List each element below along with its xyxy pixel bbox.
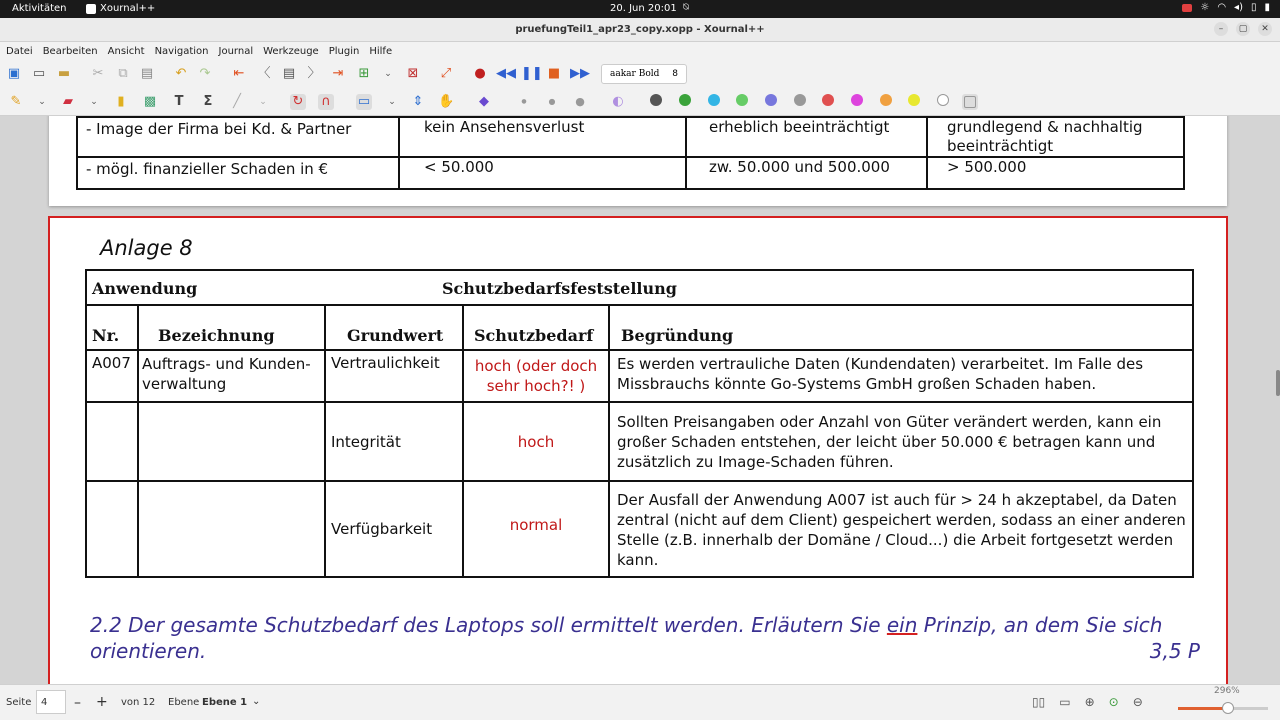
menu-werkzeuge[interactable]: Werkzeuge [263,45,319,57]
window-title: pruefungTeil1_apr23_copy.xopp - Xournal++ [515,24,765,35]
main-toolbar [0,60,1280,88]
page-4 [48,216,1228,684]
col-header-grundwert: Grundwert [325,305,463,350]
shape-dropdown-icon[interactable]: ⌄ [259,97,267,107]
zoom-reset-icon[interactable]: ⊙ [1108,695,1119,709]
color-light-green[interactable] [734,94,750,110]
font-size: 8 [672,69,678,79]
custom-color-icon[interactable]: ◐ [612,94,624,109]
eraser-dropdown-icon[interactable]: ⌄ [90,97,98,107]
document-area[interactable] [0,116,1280,684]
wifi-icon: ◠ [1217,2,1227,13]
activities-button[interactable]: Aktivitäten [12,3,67,14]
page-heading: Anlage 8 [100,236,193,260]
question-points: 3,5 P [1149,639,1200,663]
insert-page-icon[interactable]: ⊞ [358,66,370,81]
cell-nr [86,402,138,481]
color-green[interactable] [677,94,693,110]
zoom-level: 296% [1214,686,1240,696]
close-button[interactable]: ✕ [1258,22,1272,36]
tools-toolbar [0,88,1280,116]
undo-icon[interactable]: ↶ [175,66,187,81]
table-header-row [86,270,1193,305]
select-dropdown-icon[interactable]: ⌄ [388,97,396,107]
page-decrement-button[interactable]: – [74,695,81,711]
record-icon[interactable]: ● [474,66,486,81]
color-dark-gray[interactable] [648,94,664,110]
cell-schutzbedarf-handwritten: normal [463,481,609,577]
page-increment-button[interactable]: + [96,694,108,710]
header-anwendung: Anwendung [92,279,198,298]
save-icon[interactable]: ▣ [7,66,21,81]
table-row [77,157,1184,189]
pen-dropdown-icon[interactable]: ⌄ [38,97,46,107]
col-header-nr: Nr. [86,305,138,350]
layer-label: Ebene [168,697,200,708]
page-number-input[interactable]: 4 [36,690,66,714]
cell-schutzbedarf-handwritten: hoch [463,402,609,481]
redo-icon[interactable]: ↷ [199,66,211,81]
table-cell: - mögl. finanzieller Schaden in € [77,157,399,189]
latex-icon[interactable]: Σ [203,94,213,109]
menu-datei[interactable]: Datei [6,45,33,57]
select-rectangle-icon[interactable]: ▭ [357,94,371,109]
app-menu[interactable] [86,3,155,14]
app-name: Xournal++ [100,3,156,14]
open-folder-icon[interactable]: ▬ [57,66,71,81]
vertical-space-icon[interactable]: ⇕ [412,94,424,109]
fullscreen-icon[interactable]: ⤢ [440,66,452,81]
presentation-mode-icon[interactable]: ▭ [1059,695,1071,709]
hand-tool-icon[interactable]: ✋ [438,94,455,109]
menu-journal[interactable]: Journal [218,45,254,57]
table-cell: < 50.000 [399,157,686,189]
cell-begruendung: Der Ausfall der Anwendung A007 ist auch für > 24 h akzeptabel, da Daten zentral (nicht auf dem Client) gespeichert werden, sodass an einer anderen Stelle (z.B. innerhalb der Domäne / Cloud...) die Arbeit fortgesetzt werden kann. [609,481,1193,577]
status-bar [0,684,1280,720]
assessment-table [76,116,1185,190]
zoom-slider[interactable] [1178,707,1268,710]
highlighter-icon[interactable]: ▮ [117,94,125,109]
cell-grundwert: Vertraulichkeit [325,350,463,402]
color-transparent[interactable] [962,94,978,110]
font-name: aakar Bold [610,69,660,79]
header-schutzbedarfsfeststellung: Schutzbedarfsfeststellung [442,279,677,298]
question-underlined-word: ein [886,613,918,637]
layer-dropdown-icon[interactable]: ⌄ [252,696,261,707]
next-page-icon[interactable]: 〉 [307,66,321,81]
cell-grundwert: Verfügbarkeit [325,481,463,577]
color-magenta[interactable] [849,94,865,110]
col-header-begruendung: Begründung [609,305,1193,350]
battery-icon: ▮ [1264,2,1270,13]
thin-size-icon[interactable]: ● [521,98,527,105]
delete-page-icon[interactable]: ⊠ [407,66,419,81]
table-cell: - Image der Firma bei Kd. & Partner [77,117,399,157]
rotation-snap-icon[interactable]: ↻ [290,94,306,110]
table-column-header-row [86,305,1193,350]
system-tray[interactable] [1182,2,1270,13]
goto-page-icon[interactable]: ▤ [282,66,296,81]
image-icon[interactable]: ▩ [143,94,157,109]
screen-recording-icon [1182,4,1192,12]
schutzbedarf-table [85,269,1194,578]
color-blue[interactable] [763,94,779,110]
zoom-slider-fill [1178,707,1228,710]
fill-icon[interactable]: ◆ [479,94,489,109]
system-top-bar [0,0,1280,18]
insert-page-dropdown-icon[interactable]: ⌄ [384,69,392,79]
menu-hilfe[interactable]: Hilfe [369,45,393,57]
clock[interactable]: 20. Jun 20:01 [610,3,677,14]
table-cell: kein Ansehensverlust [399,117,686,157]
menu-bar [0,42,1280,60]
cell-begruendung: Sollten Preisangaben oder Anzahl von Güter verändert werden, kann ein großer Schaden entstehen, der leicht über 50.000 € betragen kann und zusätzlich zu Image-Schaden führen. [609,402,1193,481]
cut-icon[interactable]: ✂ [92,66,104,81]
new-document-icon[interactable]: ▭ [32,66,46,81]
menu-navigation[interactable]: Navigation [154,45,209,57]
eraser-icon[interactable]: ▰ [63,94,73,109]
cell-bezeichnung [138,402,325,481]
menu-plugin[interactable]: Plugin [328,45,360,57]
vertical-scrollbar[interactable] [1276,370,1280,396]
color-red[interactable] [820,94,836,110]
line-tool-icon[interactable]: ╱ [233,94,241,109]
color-gray[interactable] [792,94,808,110]
color-orange[interactable] [878,94,894,110]
table-row [77,117,1184,157]
cell-bezeichnung: Auftrags- und Kunden-verwaltung [138,350,325,402]
cell-grundwert: Integrität [325,402,463,481]
pause-icon[interactable]: ❚❚ [521,66,543,81]
medium-size-icon[interactable]: ● [548,97,556,106]
notifications-muted-icon: ⍉ [683,2,689,13]
col-header-schutzbedarf: Schutzbedarf [463,305,609,350]
volume-icon: ◂) [1234,2,1243,13]
menu-bearbeiten[interactable]: Bearbeiten [42,45,98,57]
table-cell: zw. 50.000 und 500.000 [686,157,927,189]
page-label: Seite [6,697,32,708]
table-cell: > 500.000 [927,157,1184,189]
text-tool-icon[interactable]: T [174,94,184,109]
cell-nr: A007 [86,350,138,402]
table-row [86,481,1193,577]
stop-icon[interactable]: ■ [547,66,561,81]
minimize-button[interactable]: – [1214,22,1228,36]
window-titlebar[interactable] [0,18,1280,42]
question-2-2 [90,612,1200,664]
color-white[interactable] [935,94,951,110]
color-light-blue[interactable] [706,94,722,110]
page-3 [49,116,1227,206]
color-yellow[interactable] [906,94,922,110]
paste-icon[interactable]: ▤ [140,66,154,81]
table-row [86,402,1193,481]
xournal-app-icon [86,4,96,14]
first-page-icon[interactable]: ⇤ [233,66,245,81]
cell-nr [86,481,138,577]
table-cell: grundlegend & nachhaltig beeinträchtigt [927,117,1184,157]
pen-icon[interactable]: ✎ [10,94,22,109]
fast-forward-icon[interactable]: ▶▶ [570,66,590,81]
cell-schutzbedarf-handwritten: hoch (oder doch sehr hoch?! ) [463,350,609,402]
two-pages-icon[interactable]: ▯▯ [1032,695,1046,709]
maximize-button[interactable]: ▢ [1236,22,1250,36]
menu-ansicht[interactable]: Ansicht [107,45,145,57]
brightness-icon: ☼ [1200,2,1210,13]
grid-snap-icon[interactable]: ∩ [318,94,334,110]
font-selector[interactable] [601,64,687,84]
question-text-end: Prinzip, an dem Sie sich orientieren. [90,613,1163,663]
col-header-bezeichnung: Bezeichnung [138,305,325,350]
cell-begruendung: Es werden vertrauliche Daten (Kundendaten) verarbeitet. Im Falle des Missbrauchs könnte Go-Systems GmbH großen Schaden haben. [609,350,1193,402]
layer-selector[interactable]: Ebene 1 [202,697,248,708]
microphone-icon: ▯ [1250,2,1257,13]
previous-page-icon[interactable]: 〈 [257,66,271,81]
cell-bezeichnung [138,481,325,577]
question-text: 2.2 Der gesamte Schutzbedarf des Laptops soll ermittelt werden. Erläutern Sie [90,613,887,637]
zoom-slider-knob[interactable] [1222,702,1234,714]
table-cell: erheblich beeinträchtigt [686,117,927,157]
last-page-icon[interactable]: ⇥ [332,66,344,81]
page-count: von 12 [121,697,156,708]
thick-size-icon[interactable]: ● [575,95,585,108]
table-row [86,350,1193,402]
zoom-out-icon[interactable]: ⊖ [1132,695,1143,709]
zoom-fit-icon[interactable]: ⊕ [1084,695,1095,709]
rewind-icon[interactable]: ◀◀ [496,66,516,81]
copy-icon[interactable]: ⧉ [118,66,128,81]
